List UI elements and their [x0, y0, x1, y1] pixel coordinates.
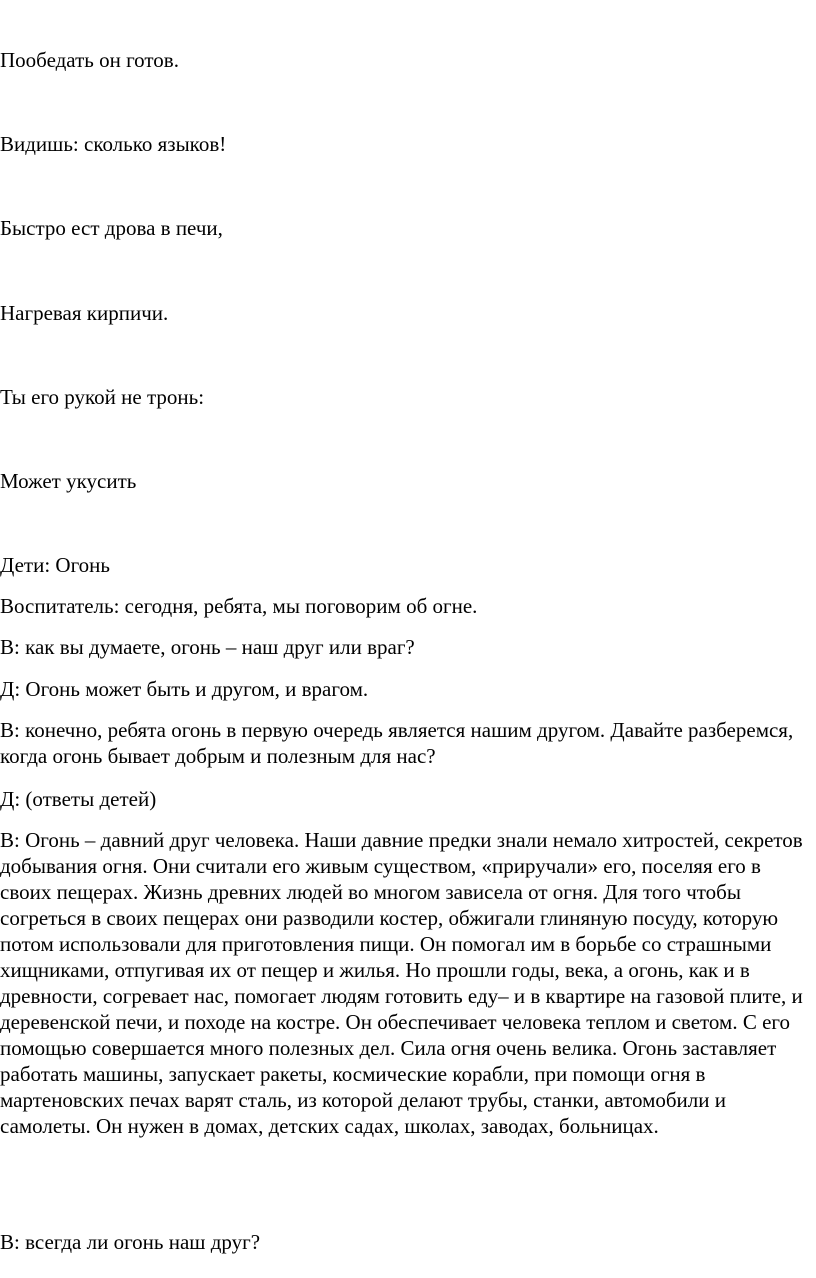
poem-line: Может укусить [0, 469, 137, 493]
poem-line: Ты его рукой не тронь: [0, 385, 205, 409]
poem-line: Нагревая кирпичи. [0, 301, 169, 325]
dialogue-line: Д: (ответы детей) [0, 787, 157, 811]
dialogue-line: В: всегда ли огонь наш друг? [0, 1230, 261, 1254]
poem-line: Видишь: сколько языков! [0, 132, 227, 156]
poem-line: Пообедать он готов. [0, 48, 179, 72]
dialogue-line: Воспитатель: сегодня, ребята, мы поговорим об огне. [0, 594, 478, 618]
dialogue-line: Д: Огонь может быть и другом, и врагом. [0, 677, 369, 701]
dialogue-line: Дети: Огонь [0, 553, 110, 577]
dialogue-paragraph: В: конечно, ребята огонь в первую очередь является нашим другом. Давайте разберемся, когда огонь бывает добрым и полезным для нас? [0, 718, 794, 768]
dialogue-paragraph: В: Огонь – давний друг человека. Наши давние предки знали немало хитростей, секретов добывания огня. Они считали его живым существом, «приручали» его, поселяя его в своих пещерах. Жизнь древних людей во многом зависела от огня. Для того чтобы согреться в своих пещерах они разводили костер, обжигали глиняную посуду, которую потом использовали для приготовления пищи. Он помогал им в борьбе со страшными хищниками, отпугивая их от пещер и жилья. Но прошли годы, века, а огонь, как и в древности, согревает нас, помогает людям готовить еду– и в квартире на газовой плите, и деревенской печи, и походе на костре. Он обеспечивает человека теплом и светом. С его помощью совершается много полезных дел. Сила огня очень велика. Огонь заставляет работать машины, запускает ракеты, космические корабли, при помощи огня в мартеновских печах варят сталь, из которой делают трубы, станки, автомобили и самолеты. Он нужен в домах, детских садах, школах, заводах, больницах. [0, 828, 803, 1138]
dialogue-line: В: как вы думаете, огонь – наш друг или враг? [0, 635, 415, 659]
poem-line: Быстро ест дрова в печи, [0, 216, 223, 240]
